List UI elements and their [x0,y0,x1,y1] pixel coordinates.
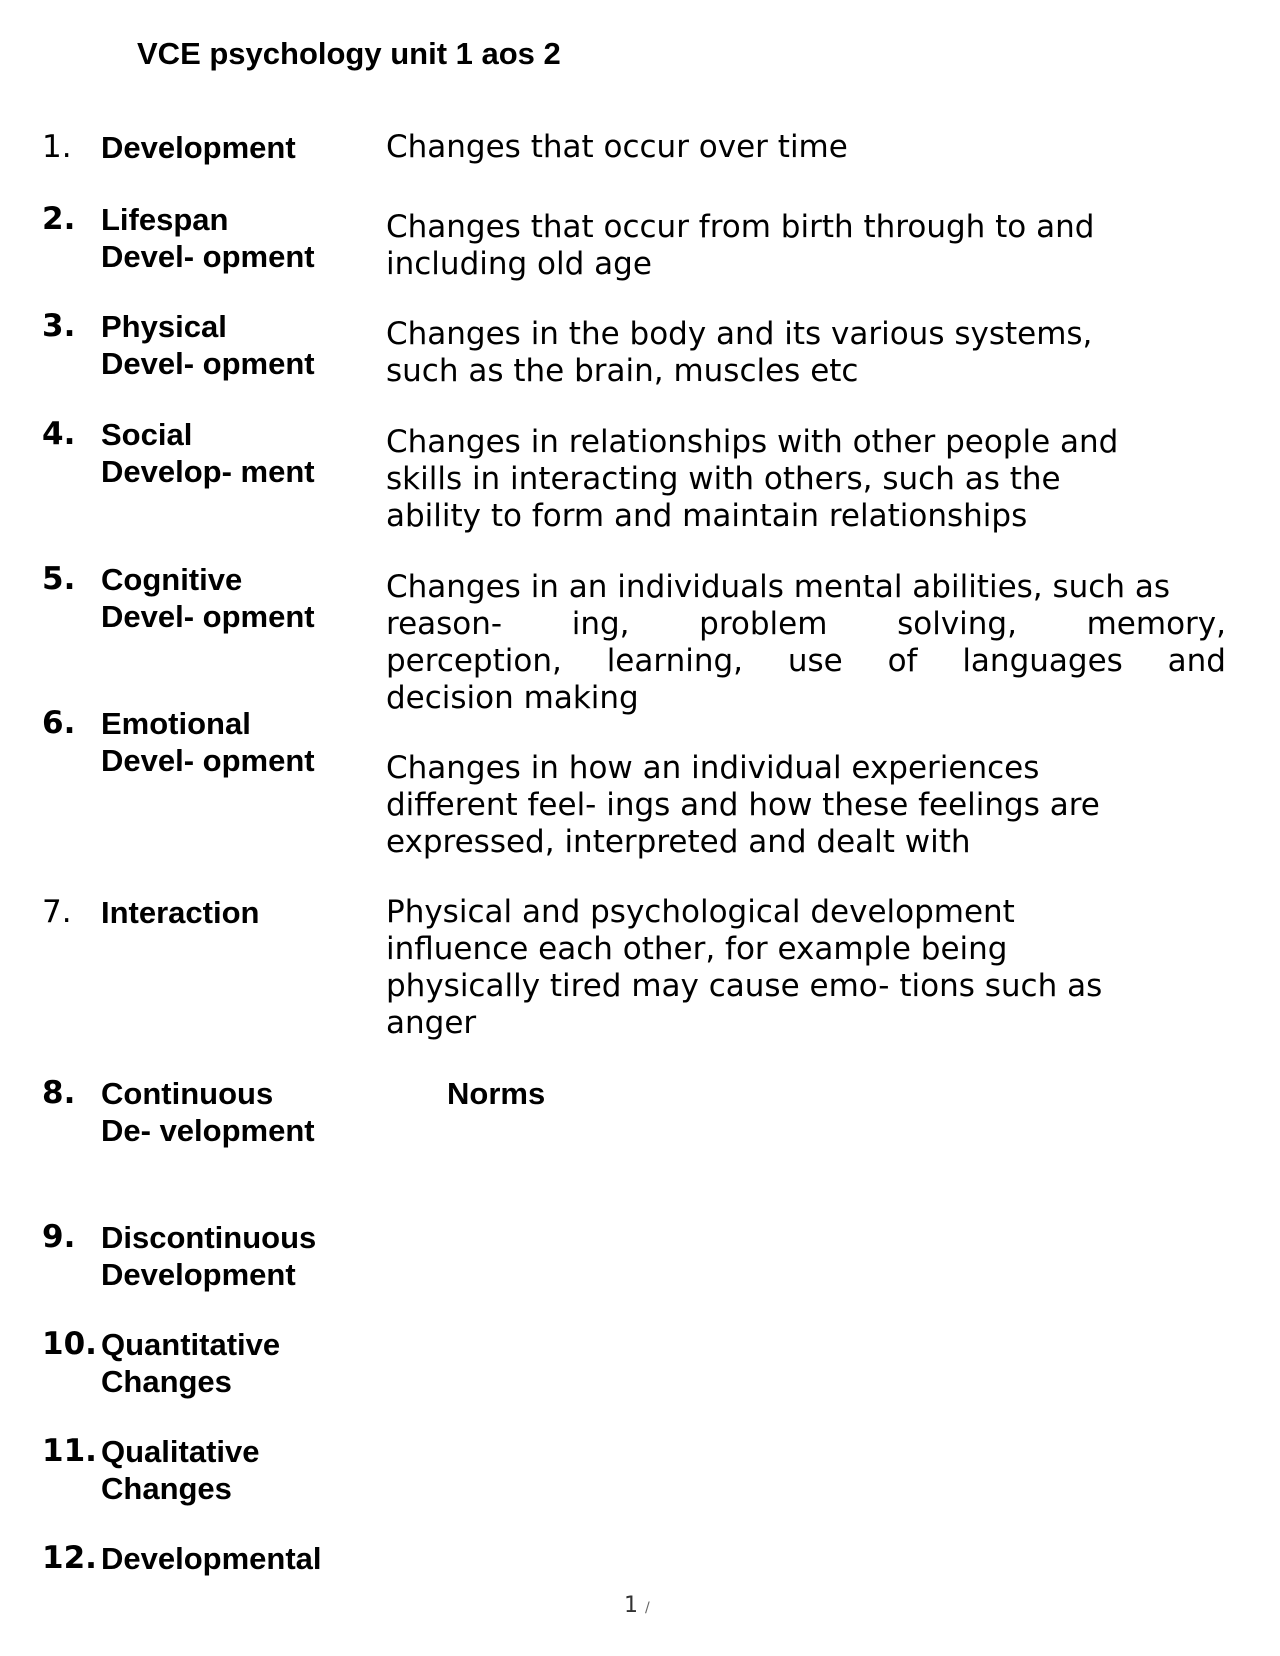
page-number-value: 1 [624,1593,638,1618]
page-number [624,1592,650,1622]
item-number: 7. [42,894,72,930]
term-line: Lifespan [101,202,229,237]
term [101,894,361,931]
term-line: Social [101,417,193,452]
term-line: Devel- opment [101,346,315,381]
term [101,1326,361,1400]
term [101,201,361,275]
definition-line [386,606,1226,643]
definition-word: use [787,643,843,679]
term-line: Developmental [101,1541,322,1576]
document-title: VCE psychology unit 1 aos 2 [137,36,561,71]
item-number: 8. [42,1075,76,1111]
definition-line: influence each other, for example being [386,931,1008,967]
term [101,129,361,166]
term [101,1540,361,1577]
definition-line: including old age [386,246,652,282]
term-line: Quantitative [101,1327,281,1362]
definition-line: Physical and psychological development [386,894,1015,930]
term-line: Devel- opment [101,239,315,274]
term-line: Changes [101,1471,232,1506]
definition-line: expressed, interpreted and dealt with [386,824,971,860]
definition [386,894,1226,1042]
term-line: Continuous [101,1076,274,1111]
term [101,1433,361,1507]
term [101,705,361,779]
definition-line: Changes in an individuals mental abilities, such as [386,569,1170,605]
term-line: Qualitative [101,1434,260,1469]
term-line: Changes [101,1364,232,1399]
definition-line: Changes that occur over time [386,129,848,165]
definition-line: physically tired may cause emo- tions such as [386,968,1103,1004]
item-number: 2. [42,201,76,237]
item-number: 11. [42,1433,97,1469]
item-number: 10. [42,1326,97,1362]
definition-line: anger [386,1005,477,1041]
term [101,416,361,490]
definition-word: memory, [1086,606,1226,642]
term-line: Development [101,1257,296,1292]
definition-line: different feel- ings and how these feelings are [386,787,1100,823]
definition-word: of [887,643,918,679]
term-line: Devel- opment [101,743,315,778]
definition [386,569,1226,717]
term-line: Cognitive [101,562,243,597]
definition-word: learning, [606,643,744,679]
definition-line [386,643,1226,680]
definition-line: Changes that occur from birth through to and [386,209,1095,245]
definition [386,750,1226,861]
definition [386,424,1226,535]
definition-word: perception, [386,643,562,679]
definition-word: ing, [571,606,630,642]
item-number: 3. [42,308,76,344]
term-line: Discontinuous [101,1220,317,1255]
item-number: 4. [42,416,76,452]
definition-line: Changes in relationships with other people and [386,424,1119,460]
term-line: Physical [101,309,227,344]
term-line: Interaction [101,895,260,930]
page-separator: / [645,1600,650,1616]
term [101,1075,361,1149]
definition-line: such as the brain, muscles etc [386,353,859,389]
definition [386,129,1226,166]
definition-line: ability to form and maintain relationships [386,498,1028,534]
definition-word: and [1167,643,1226,679]
definition-word: reason- [386,606,503,642]
definition-word: problem [699,606,828,642]
term [101,561,361,635]
norms-heading: Norms [447,1076,546,1111]
item-number: 6. [42,705,76,741]
term-line: De- velopment [101,1113,315,1148]
term-line: Develop- ment [101,454,315,489]
item-number: 9. [42,1219,76,1255]
term [101,308,361,382]
definition-word: languages [962,643,1123,679]
term-line: Development [101,130,296,165]
term-line: Devel- opment [101,599,315,634]
definition-line: Changes in how an individual experiences [386,750,1040,786]
definition-line: decision making [386,680,639,716]
definition-line: Changes in the body and its various systems, [386,316,1093,352]
definition-line: skills in interacting with others, such as the [386,461,1061,497]
item-number: 5. [42,561,76,597]
definition [386,316,1226,390]
item-number: 1. [42,129,72,165]
term-line: Emotional [101,706,251,741]
definition-word: solving, [897,606,1017,642]
term [101,1219,361,1293]
definition [386,209,1226,283]
item-number: 12. [42,1540,97,1576]
